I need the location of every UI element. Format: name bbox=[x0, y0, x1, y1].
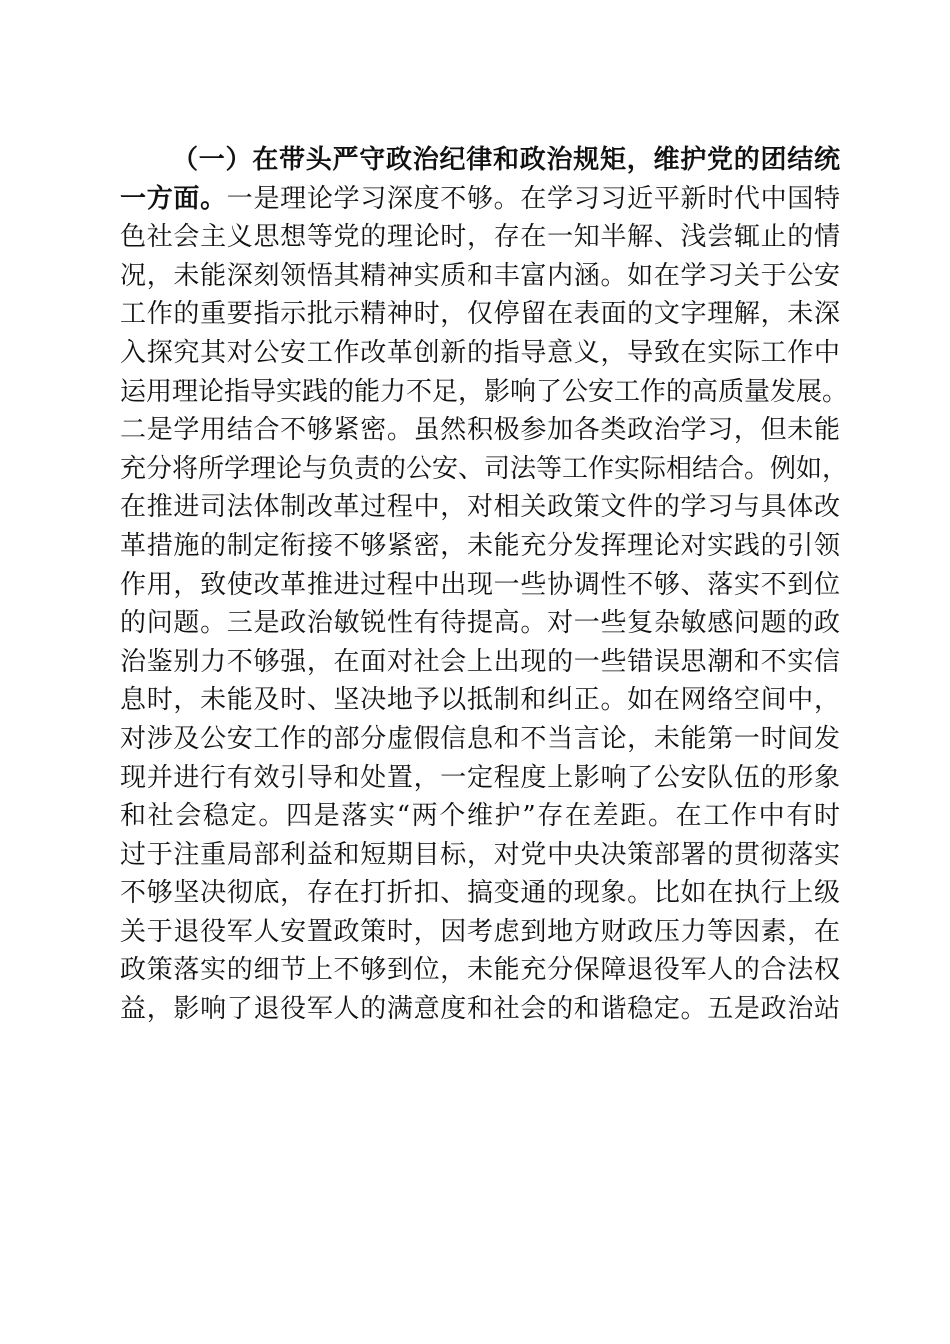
line-text: 过于注重局部利益和短期目标，对党中央决策部署的贯彻落实 bbox=[120, 839, 840, 870]
line-text: 益，影响了退役军人的满意度和社会的和谐稳定。五是政治站 bbox=[120, 994, 840, 1025]
line-text: 二是学用结合不够紧密。虽然积极参加各类政治学习，但未能 bbox=[120, 415, 840, 446]
text-line bbox=[120, 566, 840, 605]
line-text: 政策落实的细节上不够到位，未能充分保障退役军人的合法权 bbox=[120, 955, 840, 986]
text-line bbox=[120, 643, 840, 682]
line-text: 工作的重要指示批示精神时，仅停留在表面的文字理解，未深 bbox=[120, 299, 840, 330]
text-line bbox=[120, 411, 840, 450]
line-text: 充分将所学理论与负责的公安、司法等工作实际相结合。例如， bbox=[120, 453, 849, 484]
text-line bbox=[120, 257, 840, 296]
text-line bbox=[120, 373, 849, 412]
text-line bbox=[120, 836, 840, 875]
line-text: 运用理论指导实践的能力不足，影响了公安工作的高质量发展。 bbox=[120, 376, 849, 407]
text-line bbox=[120, 759, 840, 798]
line-text: 入探究其对公安工作改革创新的指导意义，导致在实际工作中 bbox=[120, 337, 840, 368]
line-text: 息时，未能及时、坚决地予以抵制和纠正。如在网络空间中， bbox=[120, 685, 840, 716]
text-line bbox=[120, 990, 840, 1029]
text-line bbox=[120, 874, 840, 913]
line-text: 对涉及公安工作的部分虚假信息和不当言论，未能第一时间发 bbox=[120, 723, 840, 754]
body-paragraph bbox=[120, 141, 849, 1029]
line-text: 况，未能深刻领悟其精神实质和丰富内涵。如在学习关于公安 bbox=[120, 260, 840, 291]
text-line bbox=[120, 141, 840, 180]
line-text: 在推进司法体制改革过程中，对相关政策文件的学习与具体改 bbox=[120, 492, 840, 523]
section-heading: 一方面。 bbox=[120, 183, 227, 214]
line-text: 的问题。三是政治敏锐性有待提高。对一些复杂敏感问题的政 bbox=[120, 608, 840, 639]
section-heading: （一）在带头严守政治纪律和政治规矩，维护党的团结统 bbox=[172, 145, 840, 175]
text-line bbox=[120, 180, 840, 219]
text-line bbox=[120, 334, 840, 373]
line-text: 革措施的制定衔接不够紧密，未能充分发挥理论对实践的引领 bbox=[120, 530, 840, 561]
line-text: 不够坚决彻底，存在打折扣、搞变通的现象。比如在执行上级 bbox=[120, 878, 840, 909]
line-text: 一是理论学习深度不够。在学习习近平新时代中国特 bbox=[226, 183, 840, 214]
text-line bbox=[120, 527, 840, 566]
line-text: 和社会稳定。四是落实“两个维护”存在差距。在工作中有时 bbox=[120, 801, 840, 832]
text-line bbox=[120, 797, 840, 836]
line-text: 现并进行有效引导和处置，一定程度上影响了公安队伍的形象 bbox=[120, 762, 840, 793]
text-line bbox=[120, 720, 840, 759]
text-line bbox=[120, 450, 849, 489]
text-line bbox=[120, 218, 840, 257]
line-text: 作用，致使改革推进过程中出现一些协调性不够、落实不到位 bbox=[120, 569, 840, 600]
text-line bbox=[120, 604, 840, 643]
text-line bbox=[120, 913, 840, 952]
line-text: 治鉴别力不够强，在面对社会上出现的一些错误思潮和不实信 bbox=[120, 646, 840, 677]
text-line bbox=[120, 488, 840, 527]
text-line bbox=[120, 681, 840, 720]
line-text: 关于退役军人安置政策时，因考虑到地方财政压力等因素，在 bbox=[120, 916, 840, 947]
text-line bbox=[120, 295, 840, 334]
text-line bbox=[120, 951, 840, 990]
line-text: 色社会主义思想等党的理论时，存在一知半解、浅尝辄止的情 bbox=[120, 222, 840, 253]
